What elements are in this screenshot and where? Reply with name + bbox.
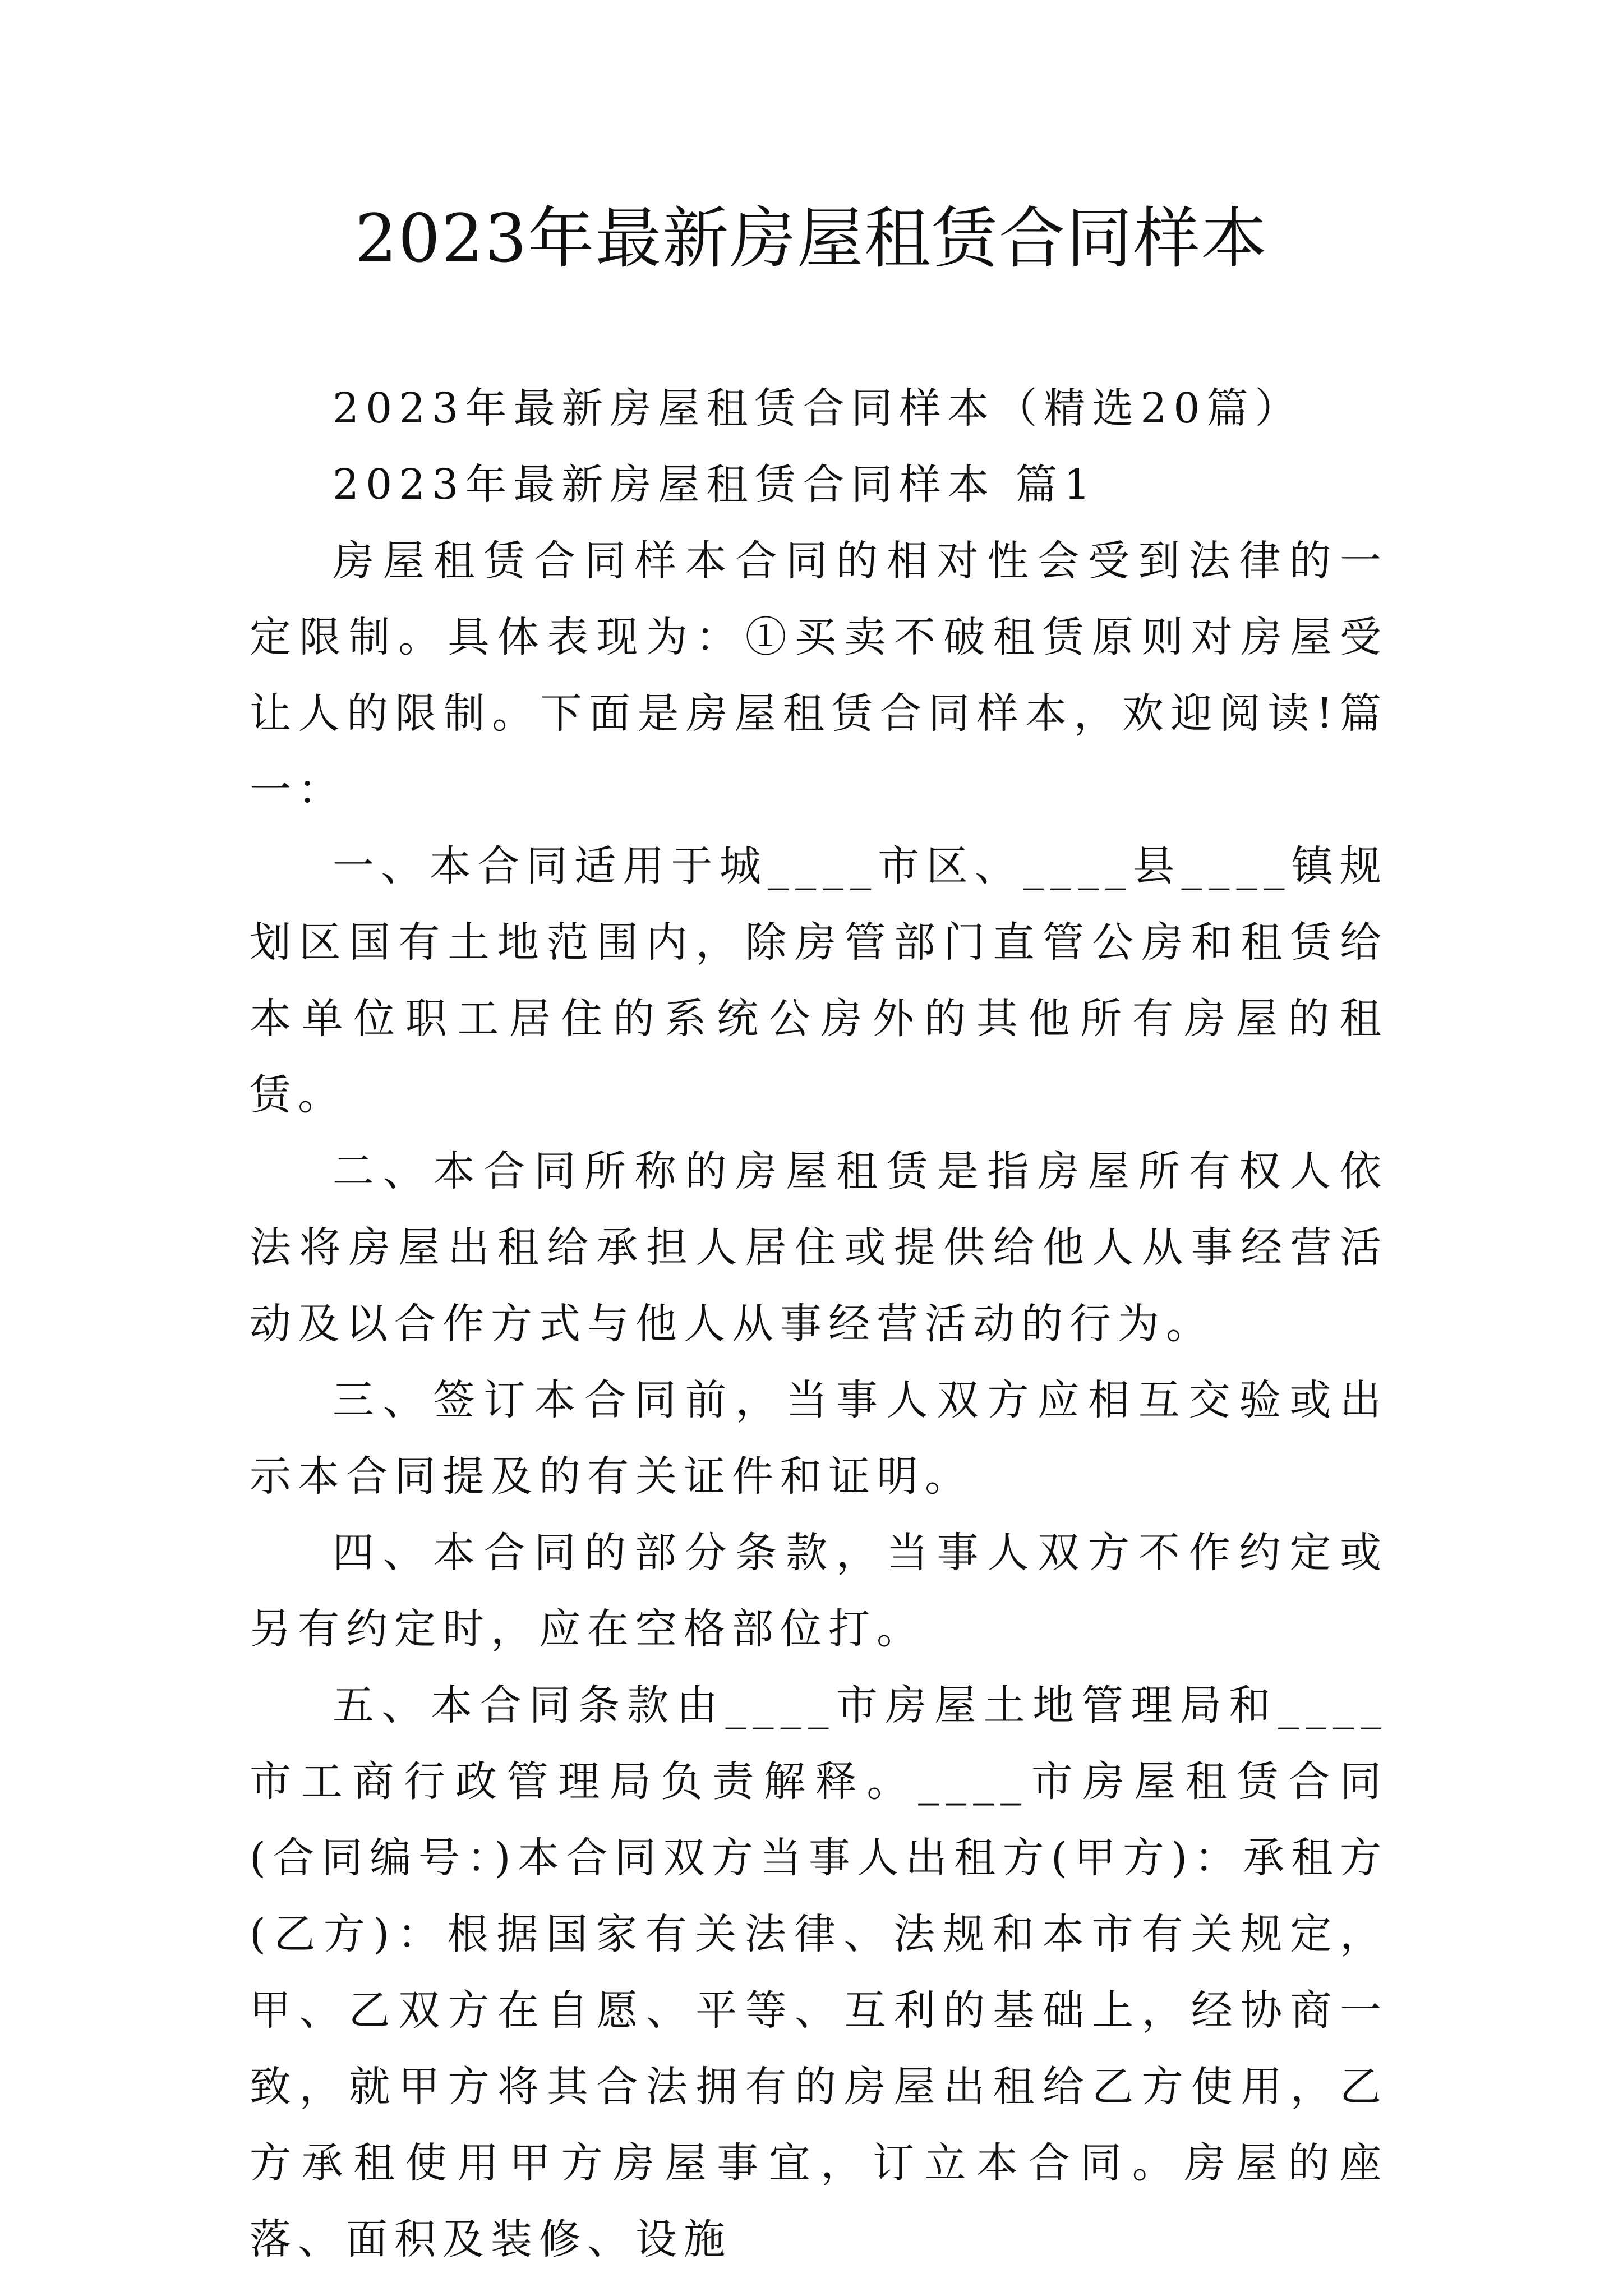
clause-paragraph-5: 五、本合同条款由____市房屋土地管理局和____市工商行政管理局负责解释。____市房屋租赁合同(合同编号：)本合同双方当事人出租方(甲方)：承租方(乙方)：根据国家有关法律、法规和本市有关规定，甲、乙双方在自愿、平等、互利的基础上，经协商一致，就甲方将其合法拥有的房屋出租给乙方使用，乙方承租使用甲方房屋事宜，订立本合同。房屋的座落、面积及装修、设施 (250, 1681, 1388, 2263)
document-title: 2023年最新房屋租赁合同样本 (354, 200, 1269, 277)
clause-paragraph-4: 四、本合同的部分条款，当事人双方不作约定或另有约定时，应在空格部位打。 (250, 1529, 1388, 1653)
section-heading: 2023年最新房屋租赁合同样本 篇1 (333, 461, 1097, 509)
subtitle-paragraph: 2023年最新房屋租赁合同样本（精选20篇） (333, 384, 1303, 432)
intro-paragraph: 房屋租赁合同样本合同的相对性会受到法律的一定限制。具体表现为：①买卖不破租赁原则对房屋受让人的限制。下面是房屋租赁合同样本，欢迎阅读!篇一： (250, 537, 1388, 814)
clause-paragraph-2: 二、本合同所称的房屋租赁是指房屋所有权人依法将房屋出租给承担人居住或提供给他人从事经营活动及以合作方式与他人从事经营活动的行为。 (250, 1147, 1388, 1348)
clause-paragraph-1: 一、本合同适用于城____市区、____县____镇规划区国有土地范围内，除房管部门直管公房和租赁给本单位职工居住的系统公房外的其他所有房屋的租赁。 (250, 842, 1388, 1119)
clause-paragraph-3: 三、签订本合同前，当事人双方应相互交验或出示本合同提及的有关证件和证明。 (250, 1376, 1388, 1501)
document-body (250, 370, 1388, 2277)
